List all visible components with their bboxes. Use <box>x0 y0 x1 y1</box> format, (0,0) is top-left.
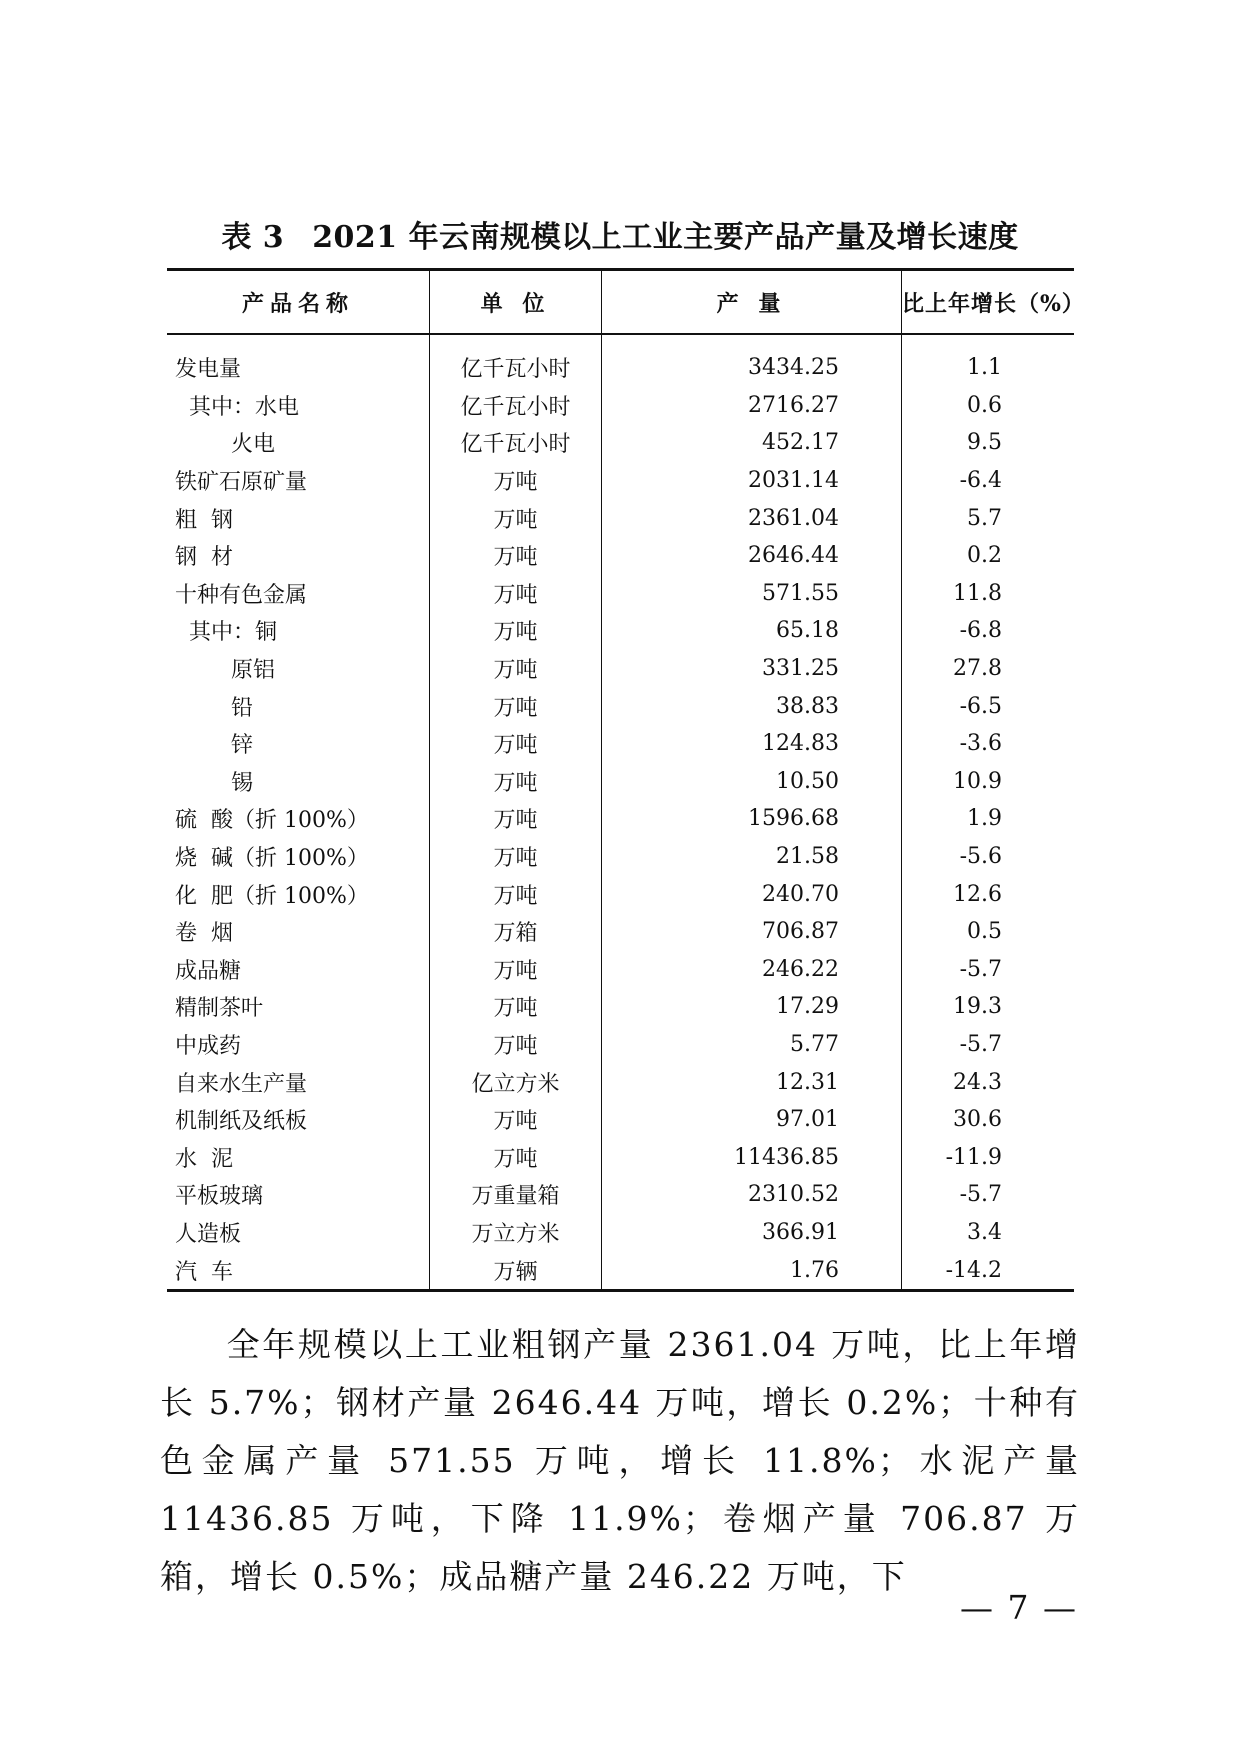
product-name-cell: 平板玻璃 <box>175 1184 264 1210</box>
growth-cell: -5.7 <box>902 951 1075 989</box>
growth-cell: 5.7 <box>902 499 1075 537</box>
product-name-cell: 其中：铜 <box>175 620 277 646</box>
table-row <box>167 387 1074 425</box>
unit-cell: 万吨 <box>430 1101 602 1139</box>
unit-cell: 万吨 <box>430 537 602 575</box>
table-title-text: 2021 年云南规模以上工业主要产品产量及增长速度 <box>312 220 1019 255</box>
table-row <box>167 763 1074 801</box>
output-cell: 240.70 <box>602 875 902 913</box>
growth-cell: 1.1 <box>902 334 1075 387</box>
unit-cell: 万吨 <box>430 462 602 500</box>
table-row <box>167 424 1074 462</box>
unit-cell: 万吨 <box>430 612 602 650</box>
output-cell: 21.58 <box>602 838 902 876</box>
output-cell: 97.01 <box>602 1101 902 1139</box>
table-row <box>167 1176 1074 1214</box>
output-cell: 2310.52 <box>602 1176 902 1214</box>
product-name-cell: 锡 <box>175 770 253 796</box>
unit-cell: 万吨 <box>430 951 602 989</box>
growth-cell: -3.6 <box>902 725 1075 763</box>
table-row <box>167 687 1074 725</box>
growth-cell: 9.5 <box>902 424 1075 462</box>
product-name-cell: 汽 车 <box>175 1259 233 1285</box>
growth-cell: -6.8 <box>902 612 1075 650</box>
output-cell: 3434.25 <box>602 334 902 387</box>
body-paragraph <box>160 1316 1080 1606</box>
output-cell: 366.91 <box>602 1214 902 1252</box>
growth-cell: -6.4 <box>902 462 1075 500</box>
growth-cell: 0.2 <box>902 537 1075 575</box>
table-row <box>167 725 1074 763</box>
unit-cell: 万立方米 <box>430 1214 602 1252</box>
header-output: 产 量 <box>602 270 902 335</box>
product-name-cell: 发电量 <box>175 357 242 383</box>
output-cell: 124.83 <box>602 725 902 763</box>
product-name-cell: 原铝 <box>175 658 275 684</box>
product-name-cell: 粗 钢 <box>175 507 233 533</box>
table-row <box>167 913 1074 951</box>
output-cell: 12.31 <box>602 1063 902 1101</box>
growth-cell: -5.6 <box>902 838 1075 876</box>
growth-cell: -5.7 <box>902 1176 1075 1214</box>
table-row <box>167 1138 1074 1176</box>
output-cell: 2031.14 <box>602 462 902 500</box>
table-row <box>167 462 1074 500</box>
growth-cell: 19.3 <box>902 988 1075 1026</box>
product-name-cell: 铅 <box>175 695 253 721</box>
unit-cell: 万吨 <box>430 1026 602 1064</box>
table-row <box>167 575 1074 613</box>
output-cell: 246.22 <box>602 951 902 989</box>
unit-cell: 亿立方米 <box>430 1063 602 1101</box>
growth-cell: -5.7 <box>902 1026 1075 1064</box>
output-cell: 706.87 <box>602 913 902 951</box>
unit-cell: 万吨 <box>430 575 602 613</box>
growth-cell: 3.4 <box>902 1214 1075 1252</box>
product-name-cell: 锌 <box>175 733 253 759</box>
header-growth: 比上年增长（%） <box>902 270 1075 335</box>
growth-cell: 27.8 <box>902 650 1075 688</box>
table-title <box>0 212 1240 256</box>
table-row <box>167 988 1074 1026</box>
growth-cell: 30.6 <box>902 1101 1075 1139</box>
header-unit: 单 位 <box>430 270 602 335</box>
unit-cell: 万吨 <box>430 800 602 838</box>
output-cell: 1.76 <box>602 1251 902 1290</box>
product-name-cell: 卷 烟 <box>175 921 233 947</box>
output-cell: 331.25 <box>602 650 902 688</box>
unit-cell: 亿千瓦小时 <box>430 424 602 462</box>
product-name-cell: 其中：水电 <box>175 394 299 420</box>
unit-cell: 万辆 <box>430 1251 602 1290</box>
page-number: — 7 — <box>960 1588 1078 1627</box>
growth-cell: -11.9 <box>902 1138 1075 1176</box>
unit-cell: 万吨 <box>430 1138 602 1176</box>
table-row <box>167 1101 1074 1139</box>
table-row <box>167 612 1074 650</box>
output-cell: 452.17 <box>602 424 902 462</box>
output-cell: 571.55 <box>602 575 902 613</box>
growth-cell: 0.5 <box>902 913 1075 951</box>
product-name-cell: 精制茶叶 <box>175 996 264 1022</box>
product-name-cell: 人造板 <box>175 1221 242 1247</box>
product-name-cell: 火电 <box>175 432 275 458</box>
output-cell: 1596.68 <box>602 800 902 838</box>
table-row <box>167 800 1074 838</box>
output-cell: 65.18 <box>602 612 902 650</box>
table-row <box>167 1063 1074 1101</box>
product-name-cell: 铁矿石原矿量 <box>175 470 308 496</box>
table-row <box>167 1251 1074 1290</box>
product-name-cell: 水 泥 <box>175 1146 233 1172</box>
table-row <box>167 650 1074 688</box>
table-row <box>167 334 1074 387</box>
unit-cell: 万吨 <box>430 499 602 537</box>
product-name-cell: 硫 酸（折 100%） <box>175 808 369 834</box>
product-name-cell: 中成药 <box>175 1033 242 1059</box>
unit-cell: 万吨 <box>430 687 602 725</box>
unit-cell: 亿千瓦小时 <box>430 387 602 425</box>
table-header-row <box>167 270 1074 335</box>
output-cell: 5.77 <box>602 1026 902 1064</box>
unit-cell: 万吨 <box>430 650 602 688</box>
product-name-cell: 成品糖 <box>175 958 242 984</box>
unit-cell: 万吨 <box>430 763 602 801</box>
product-name-cell: 钢 材 <box>175 545 233 571</box>
product-name-cell: 化 肥（折 100%） <box>175 883 369 909</box>
header-product-name: 产品名称 <box>241 290 354 317</box>
output-cell: 38.83 <box>602 687 902 725</box>
output-cell: 17.29 <box>602 988 902 1026</box>
table-row <box>167 838 1074 876</box>
production-table <box>167 268 1085 1292</box>
growth-cell: 1.9 <box>902 800 1075 838</box>
output-cell: 10.50 <box>602 763 902 801</box>
growth-cell: 24.3 <box>902 1063 1075 1101</box>
table-row <box>167 537 1074 575</box>
unit-cell: 万吨 <box>430 988 602 1026</box>
table-label: 表 3 <box>221 220 285 255</box>
product-name-cell: 机制纸及纸板 <box>175 1109 308 1135</box>
unit-cell: 万吨 <box>430 875 602 913</box>
table-body <box>167 334 1074 1290</box>
table-row <box>167 499 1074 537</box>
output-cell: 11436.85 <box>602 1138 902 1176</box>
growth-cell: 12.6 <box>902 875 1075 913</box>
unit-cell: 万重量箱 <box>430 1176 602 1214</box>
unit-cell: 万箱 <box>430 913 602 951</box>
paragraph-text: 全年规模以上工业粗钢产量 2361.04 万吨，比上年增长 5.7%；钢材产量 2646.44 万吨，增长 0.2%；十种有色金属产量 571.55 万吨，增长 11.8%；水泥产量 11436.85 万吨，下降 11.9%；卷烟产量 706.87 万箱，增长 0.5%；成品糖产量 246.22 万吨，下 <box>160 1325 1080 1596</box>
growth-cell: 0.6 <box>902 387 1075 425</box>
unit-cell: 万吨 <box>430 725 602 763</box>
unit-cell: 万吨 <box>430 838 602 876</box>
growth-cell: 10.9 <box>902 763 1075 801</box>
output-cell: 2646.44 <box>602 537 902 575</box>
growth-cell: -6.5 <box>902 687 1075 725</box>
product-name-cell: 自来水生产量 <box>175 1071 308 1097</box>
product-name-cell: 十种有色金属 <box>175 582 308 608</box>
table-row <box>167 951 1074 989</box>
table-row <box>167 1214 1074 1252</box>
product-name-cell: 烧 碱（折 100%） <box>175 846 369 872</box>
unit-cell: 亿千瓦小时 <box>430 334 602 387</box>
output-cell: 2361.04 <box>602 499 902 537</box>
table-row <box>167 1026 1074 1064</box>
table-row <box>167 875 1074 913</box>
growth-cell: 11.8 <box>902 575 1075 613</box>
growth-cell: -14.2 <box>902 1251 1075 1290</box>
output-cell: 2716.27 <box>602 387 902 425</box>
